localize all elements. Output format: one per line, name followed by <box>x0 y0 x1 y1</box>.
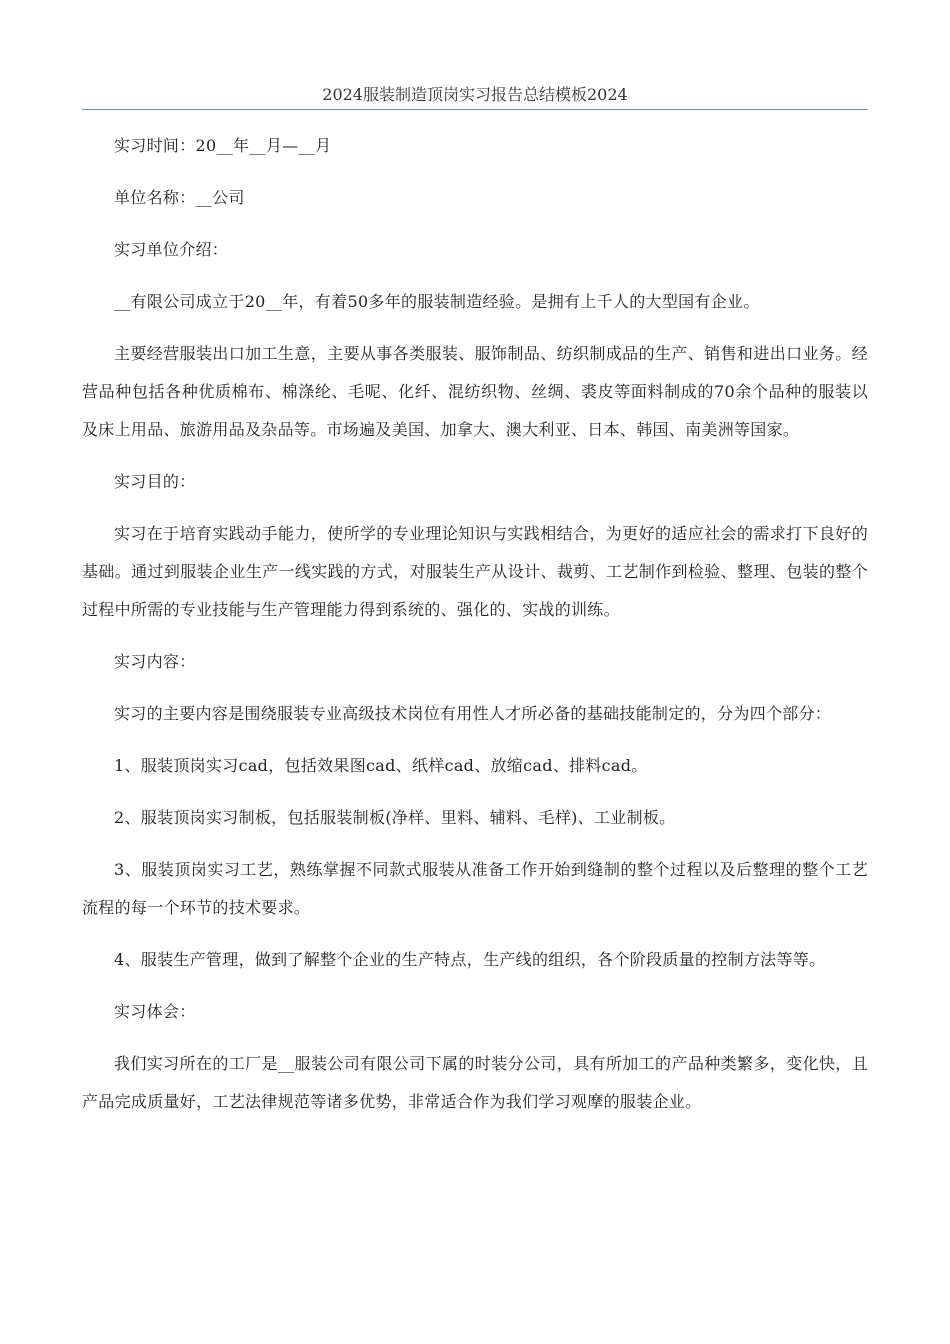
paragraph-experience: 我们实习所在的工厂是__服装公司有限公司下属的时装分公司，具有所加工的产品种类繁多，变化快，且产品完成质量好，工艺法律规范等诸多优势，非常适合作为我们学习观摩的服装企业。 <box>82 1054 868 1111</box>
document-body <box>82 127 868 1121</box>
list-item-craft: 3、服装顶岗实习工艺，熟练掌握不同款式服装从准备工作开始到缝制的整个过程以及后整理的整个工艺流程的每一个环节的技术要求。 <box>82 860 868 917</box>
document-page <box>82 0 868 1135</box>
section-heading-purpose: 实习目的： <box>114 472 196 491</box>
list-item-pattern-making: 2、服装顶岗实习制板，包括服装制板(净样、里料、辅料、毛样)、工业制板。 <box>114 808 676 827</box>
paragraph-business-scope: 主要经营服装出口加工生意，主要从事各类服装、服饰制品、纺织制成品的生产、销售和进出口业务。经营品种包括各种优质棉布、棉涤纶、毛呢、化纤、混纺织物、丝绸、裘皮等面料制成的70余个品种的服装以及床上用品、旅游用品及杂品等。市场遍及美国、加拿大、澳大利亚、日本、韩国、南美洲等国家。 <box>82 344 868 439</box>
paragraph-purpose: 实习在于培育实践动手能力，使所学的专业理论知识与实践相结合，为更好的适应社会的需求打下良好的基础。通过到服装企业生产一线实践的方式，对服装生产从设计、裁剪、工艺制作到检验、整理、包装的整个过程中所需的专业技能与生产管理能力得到系统的、强化的、实战的训练。 <box>82 524 868 619</box>
list-item-cad: 1、服装顶岗实习cad，包括效果图cad、纸样cad、放缩cad、排料cad。 <box>114 756 648 775</box>
paragraph-internship-period: 实习时间：20__年__月—__月 <box>114 136 332 155</box>
list-item-production-management: 4、服装生产管理，做到了解整个企业的生产特点，生产线的组织，各个阶段质量的控制方法等等。 <box>114 950 826 969</box>
section-heading-content: 实习内容： <box>114 652 196 671</box>
document-title: 2024服装制造顶岗实习报告总结模板2024 <box>322 85 628 104</box>
section-heading-company-intro: 实习单位介绍： <box>114 240 229 259</box>
section-heading-experience: 实习体会： <box>114 1002 196 1021</box>
page-header <box>82 84 868 110</box>
paragraph-company-name: 单位名称：__公司 <box>114 188 245 207</box>
paragraph-content-intro: 实习的主要内容是围绕服装专业高级技术岗位有用性人才所必备的基础技能制定的，分为四个部分： <box>114 704 832 723</box>
paragraph-company-history: __有限公司成立于20__年，有着50多年的服装制造经验。是拥有上千人的大型国有企业。 <box>114 292 760 311</box>
